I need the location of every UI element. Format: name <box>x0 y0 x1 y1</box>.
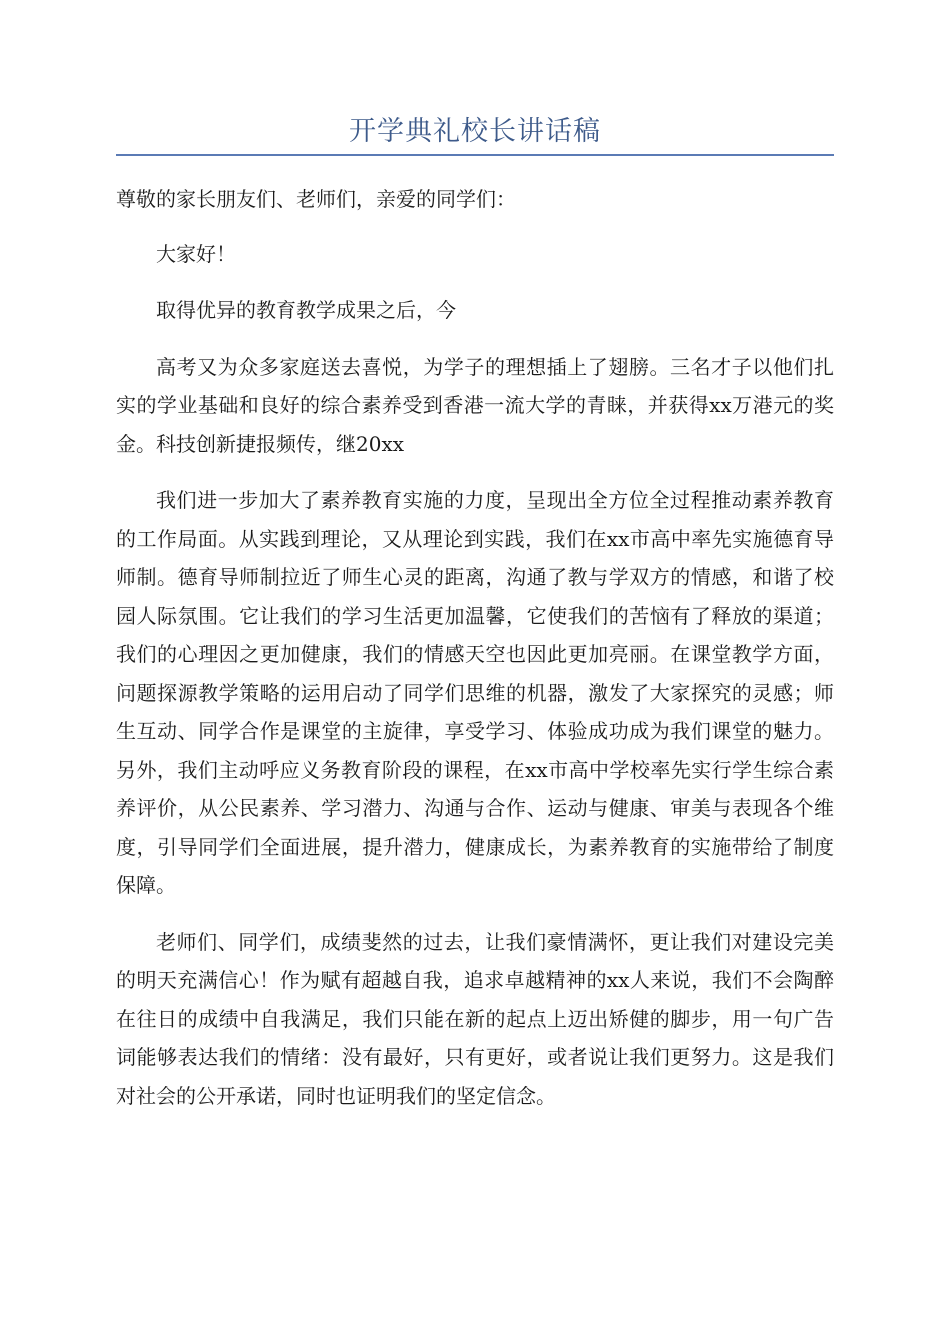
body-paragraph: 我们进一步加大了素养教育实施的力度，呈现出全方位全过程推动素养教育的工作局面。从实践到理论，又从理论到实践，我们在xx市高中率先实施德育导师制。德育导师制拉近了师生心灵的距离，沟通了教与学双方的情感，和谐了校园人际氛围。它让我们的学习生活更加温馨，它使我们的苦恼有了释放的渠道；我们的心理因之更加健康，我们的情感天空也因此更加亮丽。在课堂教学方面，问题探源教学策略的运用启动了同学们思维的机器，激发了大家探究的灵感；师生互动、同学合作是课堂的主旋律，享受学习、体验成功成为我们课堂的魅力。另外，我们主动呼应义务教育阶段的课程，在xx市高中学校率先实行学生综合素养评价，从公民素养、学习潜力、沟通与合作、运动与健康、审美与表现各个维度，引导同学们全面进展，提升潜力，健康成长，为素养教育的实施带给了制度保障。 <box>116 488 834 897</box>
greeting-paragraph: 大家好！ <box>156 241 236 266</box>
title-underline <box>116 154 834 156</box>
salutation-paragraph: 尊敬的家长朋友们、老师们，亲爱的同学们： <box>116 187 516 211</box>
document-title: 开学典礼校长讲话稿 <box>349 116 601 147</box>
body-paragraph: 取得优异的教育教学成果之后，今 <box>156 298 456 322</box>
body-paragraph: 高考又为众多家庭送去喜悦，为学子的理想插上了翅膀。三名才子以他们扎实的学业基础和良好的综合素养受到香港一流大学的青睐，并获得xx万港元的奖金。科技创新捷报频传，继20xx <box>116 354 834 456</box>
document-body <box>116 180 834 1133</box>
body-paragraph: 老师们、同学们，成绩斐然的过去，让我们豪情满怀，更让我们对建设完美的明天充满信心！作为赋有超越自我，追求卓越精神的xx人来说，我们不会陶醉在往日的成绩中自我满足，我们只能在新的起点上迈出矫健的脚步，用一句广告词能够表达我们的情绪：没有最好，只有更好，或者说让我们更努力。这是我们对社会的公开承诺，同时也证明我们的坚定信念。 <box>116 929 834 1108</box>
